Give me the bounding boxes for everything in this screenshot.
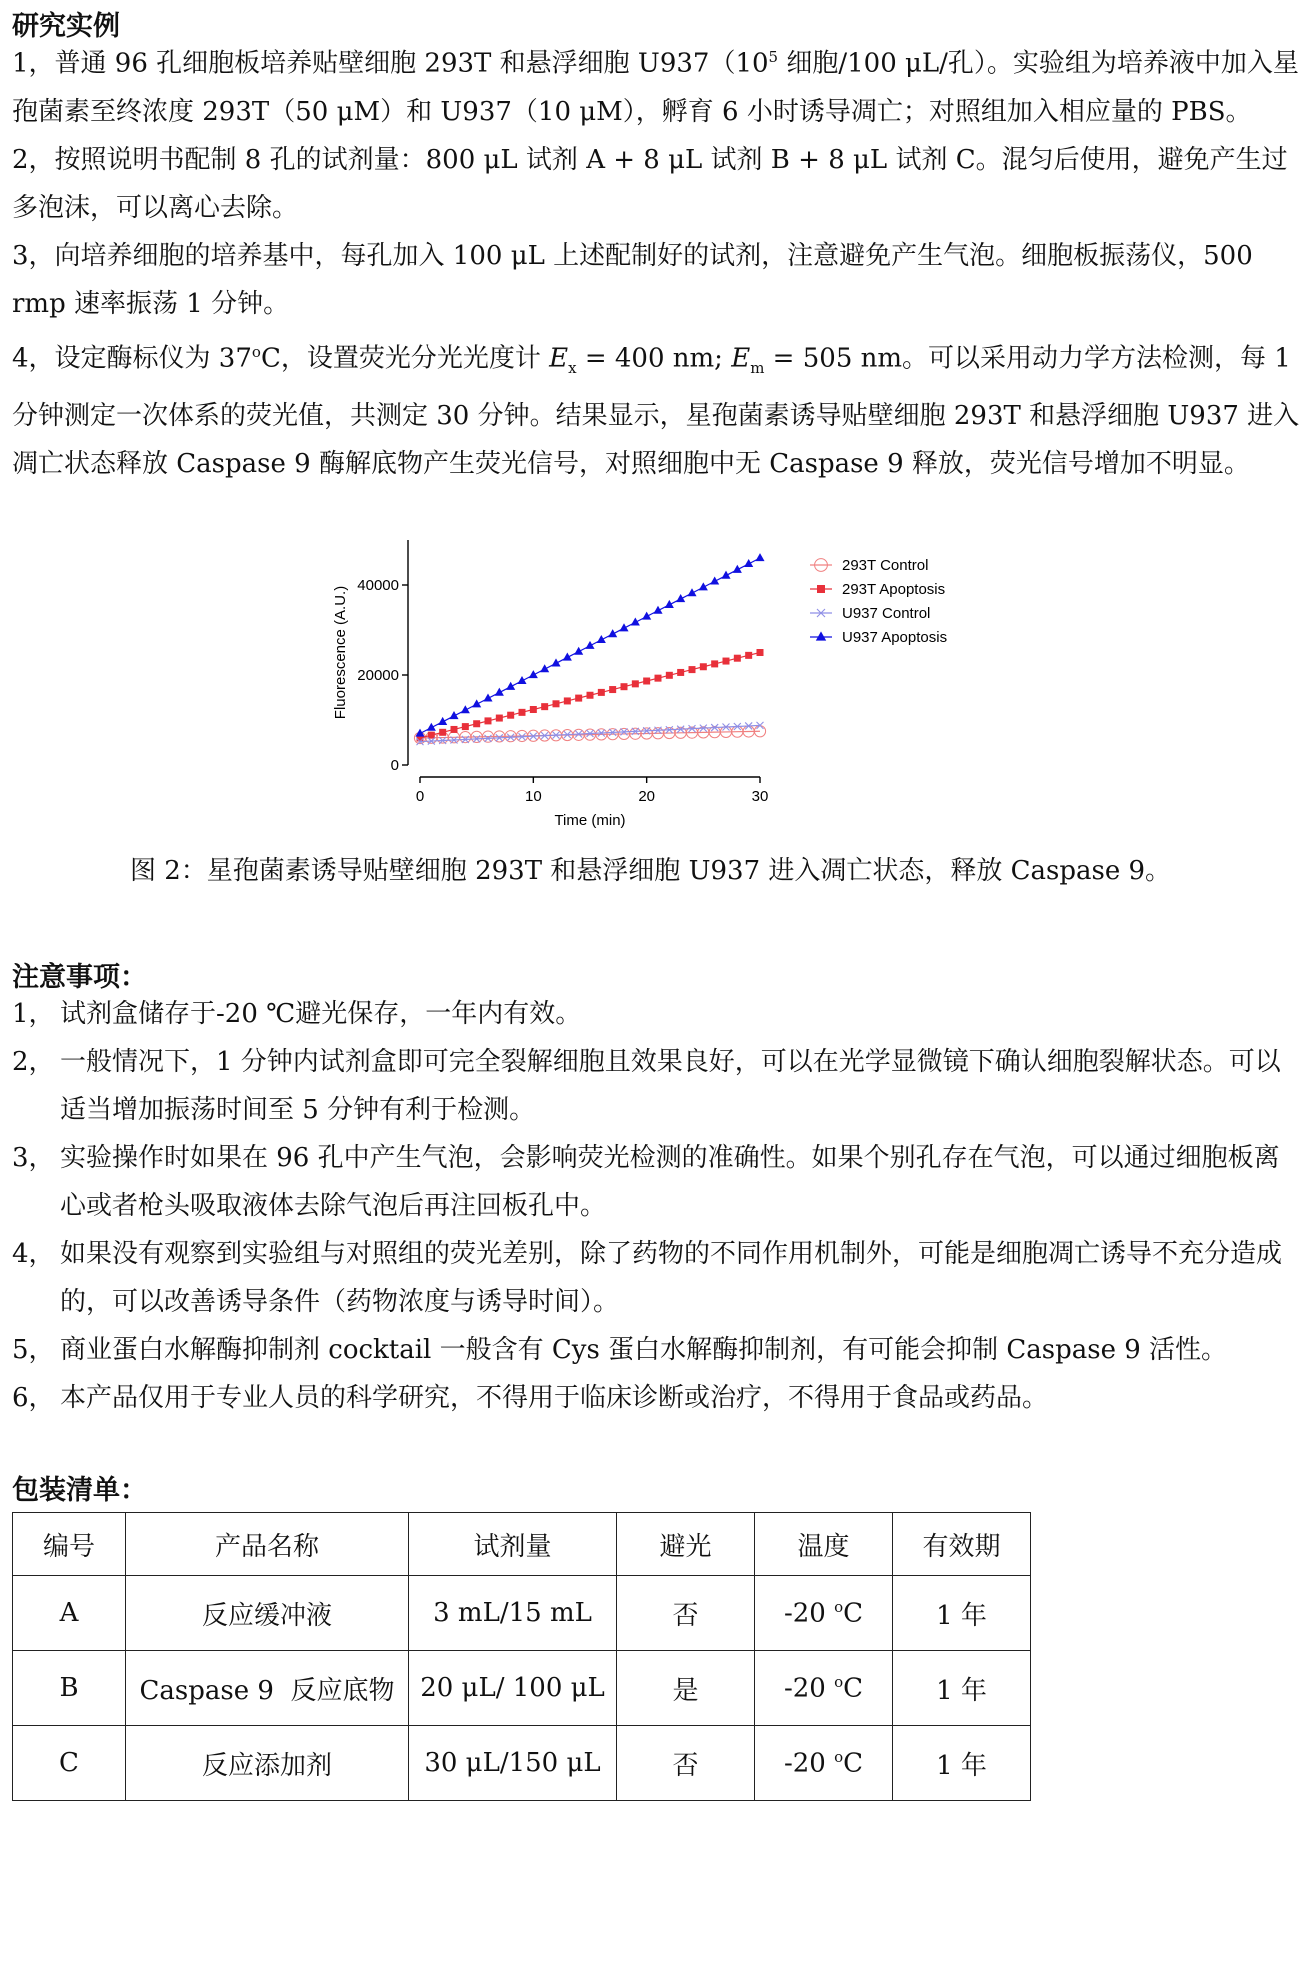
chart-legend <box>810 557 947 646</box>
data-point <box>473 720 480 727</box>
table-cell: A <box>13 1576 126 1651</box>
data-point <box>665 600 674 608</box>
data-point <box>506 682 515 690</box>
temperature-cell <box>755 1726 893 1801</box>
data-point <box>643 678 650 685</box>
data-point <box>689 666 696 673</box>
note-item <box>12 1230 1302 1326</box>
y-tick-label: 20000 <box>357 667 399 684</box>
ex-subscript: x <box>568 358 577 377</box>
em-subscript: m <box>750 358 765 377</box>
step-4 <box>12 328 1302 488</box>
data-point <box>745 652 752 659</box>
data-point <box>608 629 617 637</box>
data-point <box>563 653 572 661</box>
data-point <box>721 571 730 579</box>
table-cell: 否 <box>617 1726 755 1801</box>
data-point <box>621 683 628 690</box>
note-text: 如果没有观察到实验组与对照组的荧光差别，除了药物的不同作用机制外，可能是细胞凋亡诱导不充分造成的，可以改善诱导条件（药物浓度与诱导时间）。 <box>60 1239 1283 1317</box>
step-4-text-d: = 505 nm。可以采用动力学方法检测，每 1 分钟测定一次体系的荧光值，共测定 30 分钟。结果显示，星孢菌素诱导贴壁细胞 293T 和悬浮细胞 U937 进入凋亡状态释放 Caspase 9 酶解底物产生荧光信号，对照细胞中无 Caspase 9 释放，荧光信号增加不明显。 <box>12 343 1300 479</box>
table-cell: 1 年 <box>893 1651 1031 1726</box>
data-point <box>517 676 526 684</box>
note-text: 试剂盒储存于-20 ℃避光保存，一年内有效。 <box>60 999 582 1029</box>
data-point <box>816 631 826 640</box>
step-1-superscript: 5 <box>768 48 779 66</box>
fluorescence-line-chart <box>310 520 1010 840</box>
note-number: 1， <box>12 999 55 1029</box>
temperature-cell <box>755 1651 893 1726</box>
degree-superscript: o <box>251 342 261 361</box>
table-row <box>13 1651 1031 1726</box>
data-point <box>609 686 616 693</box>
step-4-text-a: 4，设定酶标仪为 37 <box>12 343 252 374</box>
legend-item <box>810 581 945 598</box>
y-tick-label: 40000 <box>357 577 399 594</box>
data-point <box>677 669 684 676</box>
notes-heading: 注意事项： <box>12 962 147 993</box>
note-text: 实验操作时如果在 96 孔中产生气泡，会影响荧光检测的准确性。如果个别孔存在气泡，可以通过细胞板离心或者枪头吸取液体去除气泡后再注回板孔中。 <box>60 1143 1280 1221</box>
degree-mark: o <box>834 1747 844 1766</box>
note-number: 4， <box>12 1239 55 1269</box>
step-1 <box>12 33 1302 136</box>
data-point <box>687 588 696 596</box>
data-point <box>507 712 514 719</box>
table-cell: 30 μL/150 μL <box>409 1726 617 1801</box>
data-point <box>700 663 707 670</box>
header-cell: 温度 <box>755 1513 893 1576</box>
legend-label: 293T Apoptosis <box>842 581 946 598</box>
note-text: 本产品仅用于专业人员的科学研究，不得用于临床诊断或治疗，不得用于食品或药品。 <box>60 1383 1049 1413</box>
y-tick-label: 0 <box>390 757 399 774</box>
data-point <box>653 606 662 614</box>
data-point <box>449 711 458 719</box>
research-example-heading: 研究实例 <box>12 11 120 42</box>
header-cell: 避光 <box>617 1513 755 1576</box>
table-cell: 20 μL/ 100 μL <box>409 1651 617 1726</box>
data-point <box>540 664 549 672</box>
data-point <box>587 692 594 699</box>
note-item <box>12 1134 1302 1230</box>
data-point <box>619 623 628 631</box>
table-cell: 3 mL/15 mL <box>409 1576 617 1651</box>
step-4-text-c: = 400 nm; <box>576 343 732 374</box>
temp-unit: C <box>843 1748 864 1779</box>
data-point <box>757 649 764 656</box>
step-3: 3，向培养细胞的培养基中，每孔加入 100 μL 上述配制好的试剂，注意避免产生气泡。细胞板振荡仪，500 rmp 速率振荡 1 分钟。 <box>12 240 1253 319</box>
table-cell: B <box>13 1651 126 1726</box>
data-point <box>723 658 730 665</box>
packing-list-table <box>12 1512 1031 1801</box>
degree-mark: o <box>834 1597 844 1616</box>
data-point <box>495 688 504 696</box>
temp-value: -20 <box>783 1598 835 1629</box>
temperature-cell <box>755 1576 893 1651</box>
legend-item <box>810 557 928 574</box>
data-point <box>655 675 662 682</box>
table-cell: 反应缓冲液 <box>126 1576 409 1651</box>
degree-mark: o <box>834 1672 844 1691</box>
x-axis-title: Time (min) <box>554 812 626 829</box>
legend-label: U937 Apoptosis <box>842 629 948 646</box>
table-cell: Caspase 9 反应底物 <box>126 1651 409 1726</box>
data-point <box>519 709 526 716</box>
packing-list-heading: 包装清单： <box>12 1475 147 1506</box>
header-cell: 编号 <box>13 1513 126 1576</box>
note-item <box>12 1374 1302 1422</box>
data-point <box>699 582 708 590</box>
data-point <box>553 700 560 707</box>
ex-symbol: E <box>549 343 569 374</box>
header-cell: 试剂量 <box>409 1513 617 1576</box>
table-cell: 反应添加剂 <box>126 1726 409 1801</box>
data-point <box>597 635 606 643</box>
data-point <box>734 655 741 662</box>
table-row <box>13 1576 1031 1651</box>
data-point <box>564 697 571 704</box>
data-point <box>483 694 492 702</box>
temp-unit: C <box>843 1673 864 1704</box>
legend-label: U937 Control <box>842 605 931 622</box>
y-axis-title: Fluorescence (A.U.) <box>332 585 349 720</box>
em-symbol: E <box>731 343 751 374</box>
series-u937-apoptosis <box>415 553 764 737</box>
x-tick-label: 30 <box>751 788 769 805</box>
note-item <box>12 1326 1302 1374</box>
x-tick-label: 10 <box>524 788 542 805</box>
table-cell: 1 年 <box>893 1576 1031 1651</box>
figure-caption: 图 2：星孢菌素诱导贴壁细胞 293T 和悬浮细胞 U937 进入凋亡状态，释放 Caspase 9。 <box>130 856 1172 886</box>
data-point <box>585 641 594 649</box>
header-cell: 产品名称 <box>126 1513 409 1576</box>
table-row <box>13 1726 1031 1801</box>
note-number: 3， <box>12 1143 55 1173</box>
temp-value: -20 <box>783 1748 835 1779</box>
research-steps <box>12 33 1302 488</box>
legend-label: 293T Control <box>842 557 929 574</box>
x-tick-label: 0 <box>415 788 425 805</box>
data-point <box>744 559 753 567</box>
chart-series-layer <box>414 553 765 745</box>
step-4-text-b: C，设置荧光分光光度计 <box>260 343 550 374</box>
data-point <box>666 672 673 679</box>
table-cell: 1 年 <box>893 1726 1031 1801</box>
data-point <box>428 732 435 739</box>
note-number: 2， <box>12 1047 55 1077</box>
table-header-row <box>13 1513 1031 1576</box>
data-point <box>439 729 446 736</box>
data-point <box>415 729 424 737</box>
data-point <box>496 715 503 722</box>
note-text: 商业蛋白水解酶抑制剂 cocktail 一般含有 Cys 蛋白水解酶抑制剂，有可能会抑制 Caspase 9 活性。 <box>60 1335 1228 1365</box>
legend-item <box>810 629 947 646</box>
table-cell: 是 <box>617 1651 755 1726</box>
data-point <box>462 723 469 730</box>
data-point <box>472 699 481 707</box>
data-point <box>711 660 718 667</box>
note-item <box>12 1038 1302 1134</box>
temp-value: -20 <box>783 1673 835 1704</box>
data-point <box>642 612 651 620</box>
data-point <box>631 617 640 625</box>
data-point <box>427 723 436 731</box>
data-point <box>632 680 639 687</box>
note-text: 一般情况下，1 分钟内试剂盒即可完全裂解细胞且效果良好，可以在光学显微镜下确认细胞裂解状态。可以适当增加振荡时间至 5 分钟有利于检测。 <box>60 1047 1281 1125</box>
data-point <box>575 695 582 702</box>
data-point <box>485 717 492 724</box>
table-cell: C <box>13 1726 126 1801</box>
note-number: 5， <box>12 1335 55 1365</box>
table-cell: 否 <box>617 1576 755 1651</box>
data-point <box>551 658 560 666</box>
data-point <box>710 577 719 585</box>
step-1-text-b: 细胞/100 μL/孔）。实验组为培养液中加入星孢菌素至终浓度 293T（50 μM）和 U937（10 μM），孵育 6 小时诱导凋亡；对照组加入相应量的 PBS。 <box>12 48 1299 127</box>
notes-list <box>12 990 1302 1422</box>
header-cell: 有效期 <box>893 1513 1031 1576</box>
x-tick-label: 20 <box>638 788 656 805</box>
data-point <box>755 553 764 561</box>
data-point <box>817 585 825 593</box>
legend-item <box>810 605 930 622</box>
data-point <box>676 594 685 602</box>
data-point <box>574 647 583 655</box>
data-point <box>529 670 538 678</box>
data-point <box>438 717 447 725</box>
data-point <box>598 689 605 696</box>
data-point <box>451 726 458 733</box>
data-point <box>530 706 537 713</box>
note-item <box>12 990 1302 1038</box>
temp-unit: C <box>843 1598 864 1629</box>
data-point <box>733 565 742 573</box>
data-point <box>461 705 470 713</box>
step-1-text-a: 1，普通 96 孔细胞板培养贴壁细胞 293T 和悬浮细胞 U937（10 <box>12 48 769 79</box>
data-point <box>541 703 548 710</box>
note-number: 6， <box>12 1383 55 1413</box>
step-2: 2，按照说明书配制 8 孔的试剂量：800 μL 试剂 A + 8 μL 试剂 B + 8 μL 试剂 C。混匀后使用，避免产生过多泡沫，可以离心去除。 <box>12 144 1288 223</box>
